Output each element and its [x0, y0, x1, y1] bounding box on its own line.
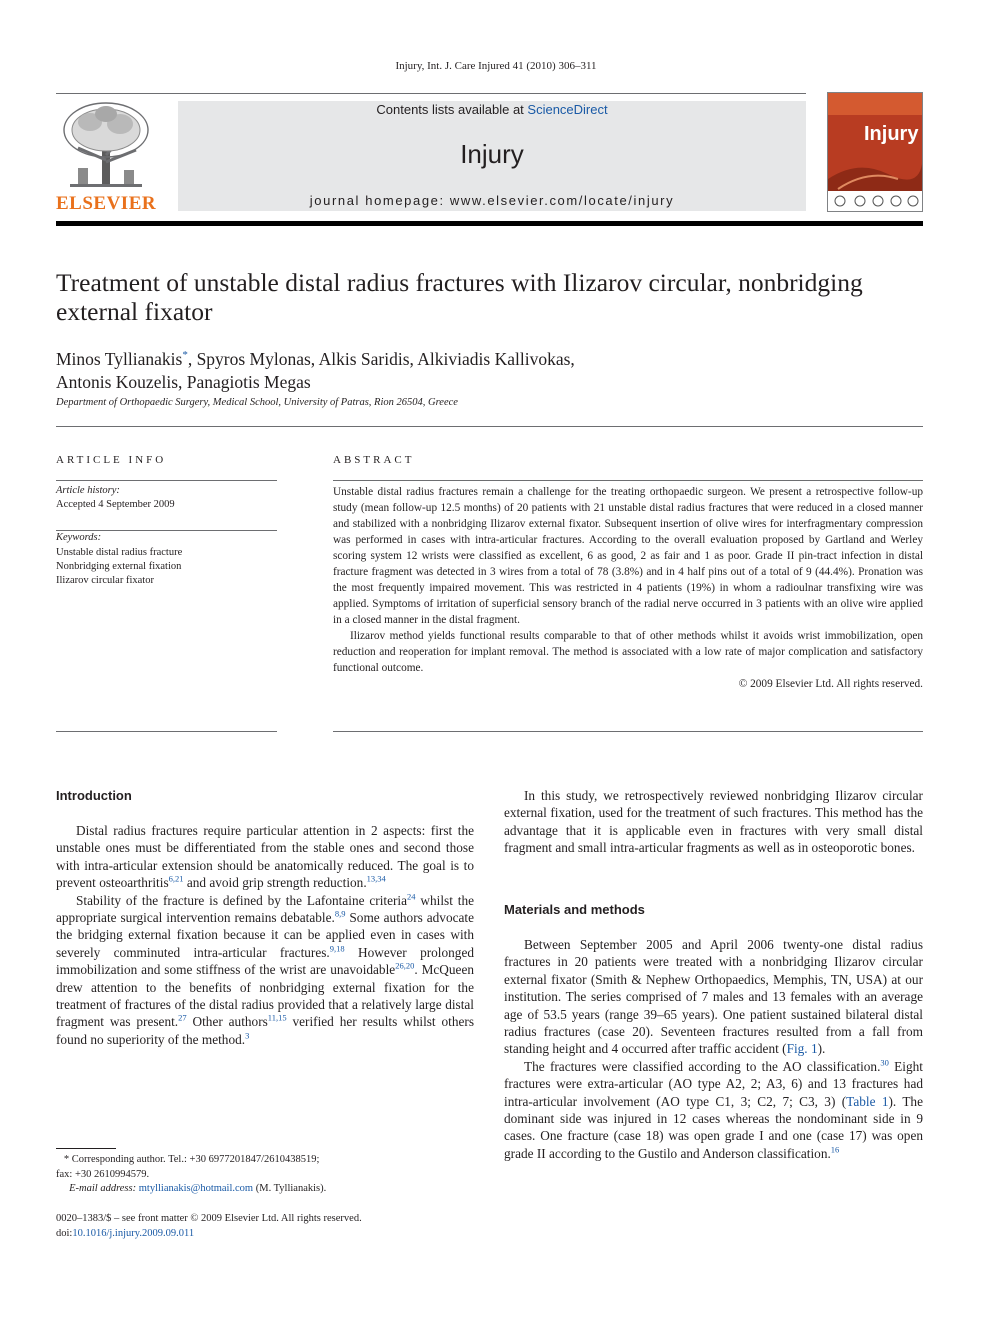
- right-column-intro-text: [504, 787, 923, 857]
- journal-homepage[interactable]: journal homepage: www.elsevier.com/locate/injury: [309, 193, 675, 208]
- abstract-body: [333, 484, 923, 692]
- footnote-line: [56, 1153, 474, 1168]
- text-run: However prolonged immobilization and some stiffness of the wrist are unavoidable: [56, 944, 474, 978]
- author-first: Minos Tyllianakis: [56, 348, 183, 369]
- citation-link[interactable]: 11,15: [267, 1013, 287, 1024]
- body-paragraph: In this study, we retrospectively reviewed nonbridging Ilizarov circular external fixation, used for the treatment of such fractures. This method has the advantage that it is applicable even in fractures with very small distal fragment and small intra-articular fragments as well as in osteoporotic bones.: [504, 788, 923, 856]
- journal-cover-thumbnail: [827, 92, 923, 212]
- body-paragraph: [504, 1058, 923, 1162]
- text-run: ). The dominant side was injured in 12 cases whereas the nondominant side in 9 cases. One fracture (case 18) was open grade I and one (case 17) was open grade II according to the Gustilo and Anderson classification.: [504, 1093, 923, 1161]
- footnote-line: fax: +30 2610994579.: [56, 1168, 150, 1180]
- authors-line1-rest: , Spyros Mylonas, Alkis Saridis, Alkiviadis Kallivokas,: [187, 348, 575, 369]
- citation-link[interactable]: 16: [830, 1144, 840, 1155]
- elsevier-wordmark: ELSEVIER: [56, 193, 157, 214]
- keyword-item: Nonbridging external fixation: [56, 561, 182, 572]
- article-title: Treatment of unstable distal radius fractures with Ilizarov circular, nonbridging external fixator: [56, 268, 863, 326]
- citation-link[interactable]: 26,20: [395, 960, 415, 971]
- sciencedirect-link[interactable]: ScienceDirect: [527, 102, 608, 117]
- figure-link[interactable]: Fig. 1: [786, 1041, 818, 1057]
- keywords-list: [56, 546, 182, 588]
- text-run: ).: [817, 1041, 826, 1057]
- citation-link[interactable]: 24: [407, 891, 416, 902]
- article-info-bottom-rule: [56, 731, 277, 732]
- right-column-methods-text: [504, 936, 923, 1162]
- body-paragraph: [56, 822, 474, 892]
- journal-citation: Injury, Int. J. Care Injured 41 (2010) 306–311: [395, 60, 597, 72]
- abstract-bottom-rule: [333, 731, 923, 732]
- body-paragraph: [56, 892, 474, 1049]
- corresponding-author-link[interactable]: *: [182, 349, 188, 361]
- front-matter-info: [56, 1212, 474, 1241]
- doi-link[interactable]: 10.1016/j.injury.2009.09.011: [72, 1227, 195, 1239]
- affiliation: Department of Orthopaedic Surgery, Medical School, University of Patras, Rion 26504, Greece: [56, 397, 458, 408]
- email-link[interactable]: mtyllianakis@hotmail.com: [138, 1183, 254, 1194]
- header-top-rule: [56, 93, 806, 94]
- abstract-rule: [333, 480, 923, 481]
- header-bottom-rule: [56, 221, 923, 226]
- affiliation-rule: [56, 426, 923, 427]
- body-paragraph: [504, 936, 923, 1058]
- abstract-paragraph: Unstable distal radius fractures remain a challenge for the treating orthopaedic surgeon. We present a retrospective follow-up study (mean follow-up 12.5 months) of 20 patients with 21 unstable distal radius fractures that were reduced in a closed manner and stabilized with a nonbridging Ilizarov external fixator. Subsequent insertion of olive wires for interfragmentary compression was performed in cases with intra-articular fractures. According to the overall evaluation proposed by Gartland and Werley scoring system 12 wrists were classified as excellent, 6 as good, 2 as fair and 1 as poor. Grade II pin-tract infection in distal fracture fragment was detected in 3 wires from a total of 78 (3.8%) and in 4 half pins out of a total of 9 (44.4%). Pronation was the most frequently impaired movement. This was restricted in 4 patients (19%) in whom a radioulnar transfixing wire was applied. Symptoms of irritation of superficial sensory branch of the radial nerve occurred in 3 patients with an olive wire applied in a closed manner in the distal fragment.: [333, 486, 923, 626]
- text-run: Eight fractures were extra-articular (AO type A2, 2; A3, 6) and 13 fractures had intra-articular involvement (AO type C1, 3; C2, 7; C3, 3) (: [504, 1058, 923, 1109]
- keywords-rule: [56, 530, 277, 531]
- journal-header-box: [178, 101, 806, 211]
- left-column-text: [56, 822, 474, 1048]
- text-run: Some authors advocate the bridging external fixation because it can be applied even in cases with severely comminuted intra-articular fractures.: [56, 910, 474, 960]
- corresponding-author-footnote: [56, 1153, 474, 1197]
- cover-top-band: [828, 93, 922, 115]
- text-run: Distal radius fractures require particular attention in 2 aspects: first the unstable ones must be differentiated from the stable ones and second those with intra-articular extension should be anatomically reduced. The goal is to prevent osteoarthritis: [56, 823, 474, 891]
- contents-line: [178, 102, 806, 117]
- contents-prefix: Contents lists available at: [376, 102, 528, 117]
- text-run: verified her results whilst others found no superiority of the method.: [56, 1014, 474, 1047]
- keyword-item: Unstable distal radius fracture: [56, 547, 183, 558]
- text-run: whilst the appropriate surgical intervention remains debatable.: [56, 892, 474, 926]
- footnote-mark: *: [63, 1154, 70, 1165]
- email-label: E-mail address:: [69, 1183, 137, 1194]
- text-run: . McQueen drew attention to the benefits of nonbridging external fixation for the treatment of fractures of the distal radius provided that a relatively large distal fragment was present.: [56, 962, 474, 1030]
- text-run: Other authors: [186, 1014, 268, 1030]
- doi-prefix: doi:: [56, 1227, 73, 1239]
- introduction-heading: Introduction: [56, 788, 132, 803]
- citation-link[interactable]: 27: [178, 1013, 187, 1024]
- copyright-line: © 2009 Elsevier Ltd. All rights reserved.: [738, 678, 923, 690]
- front-matter-line: 0020–1383/$ – see front matter © 2009 Elsevier Ltd. All rights reserved.: [56, 1213, 362, 1224]
- citation-link[interactable]: 13,34: [366, 873, 386, 884]
- footnote-line: [56, 1182, 474, 1197]
- footnote-rule: [56, 1148, 116, 1149]
- text-run: Stability of the fracture is defined by the Lafontaine criteria: [76, 892, 408, 908]
- citation-link[interactable]: 3: [245, 1030, 250, 1041]
- cover-artwork-icon: [828, 149, 922, 191]
- citation-link[interactable]: 8,9: [334, 908, 346, 919]
- keyword-item: Ilizarov circular fixator: [56, 575, 154, 586]
- article-history-value: Accepted 4 September 2009: [56, 499, 175, 510]
- text-run: The fractures were classified according to the AO classification.: [524, 1058, 881, 1074]
- abstract-heading: ABSTRACT: [333, 454, 415, 466]
- text-run: and avoid grip strength reduction.: [183, 875, 367, 891]
- keywords-label: Keywords:: [56, 532, 102, 543]
- footnote-text: Corresponding author. Tel.: +30 6977201847/2610438519;: [69, 1154, 320, 1165]
- table-link[interactable]: Table 1: [846, 1093, 889, 1109]
- doi-line: [56, 1227, 474, 1242]
- footnote-text: (M. Tyllianakis).: [253, 1183, 327, 1194]
- cover-society-logos-icon: [828, 191, 922, 211]
- materials-methods-heading: Materials and methods: [504, 902, 645, 917]
- citation-link[interactable]: 6,21: [168, 873, 184, 884]
- abstract-paragraph: Ilizarov method yields functional results comparable to that of other methods whilst it avoids wrist immobilization, open reduction and reoperation for implant removal. The method is associated with a low rate of major complication and satisfactory functional outcome.: [333, 630, 923, 674]
- article-history-label: Article history:: [56, 485, 120, 496]
- citation-link[interactable]: 30: [880, 1057, 889, 1068]
- article-info-rule: [56, 480, 277, 481]
- authors-line2: Antonis Kouzelis, Panagiotis Megas: [56, 371, 311, 392]
- cover-title: Injury: [864, 123, 919, 145]
- article-info-heading: ARTICLE INFO: [56, 454, 167, 466]
- text-run: Between September 2005 and April 2006 twenty-one distal radius fractures in 20 patients were treated with a nonbridging Ilizarov circular external fixator (Smith & Nephew Orthopaedics, Memphis, TN, USA) at our institution. The series comprised of 7 males and 13 females with an average age of 53.5 years (range 39–65 years). One patient sustained bilateral distal radius fractures (case 20). Seventeen fractures resulted from a fall from standing height and 4 occurred after traffic accident (: [504, 937, 923, 1057]
- cover-footer: [828, 191, 922, 211]
- journal-name: Injury: [460, 139, 524, 169]
- author-list: [56, 344, 926, 394]
- citation-link[interactable]: 9,18: [329, 943, 345, 954]
